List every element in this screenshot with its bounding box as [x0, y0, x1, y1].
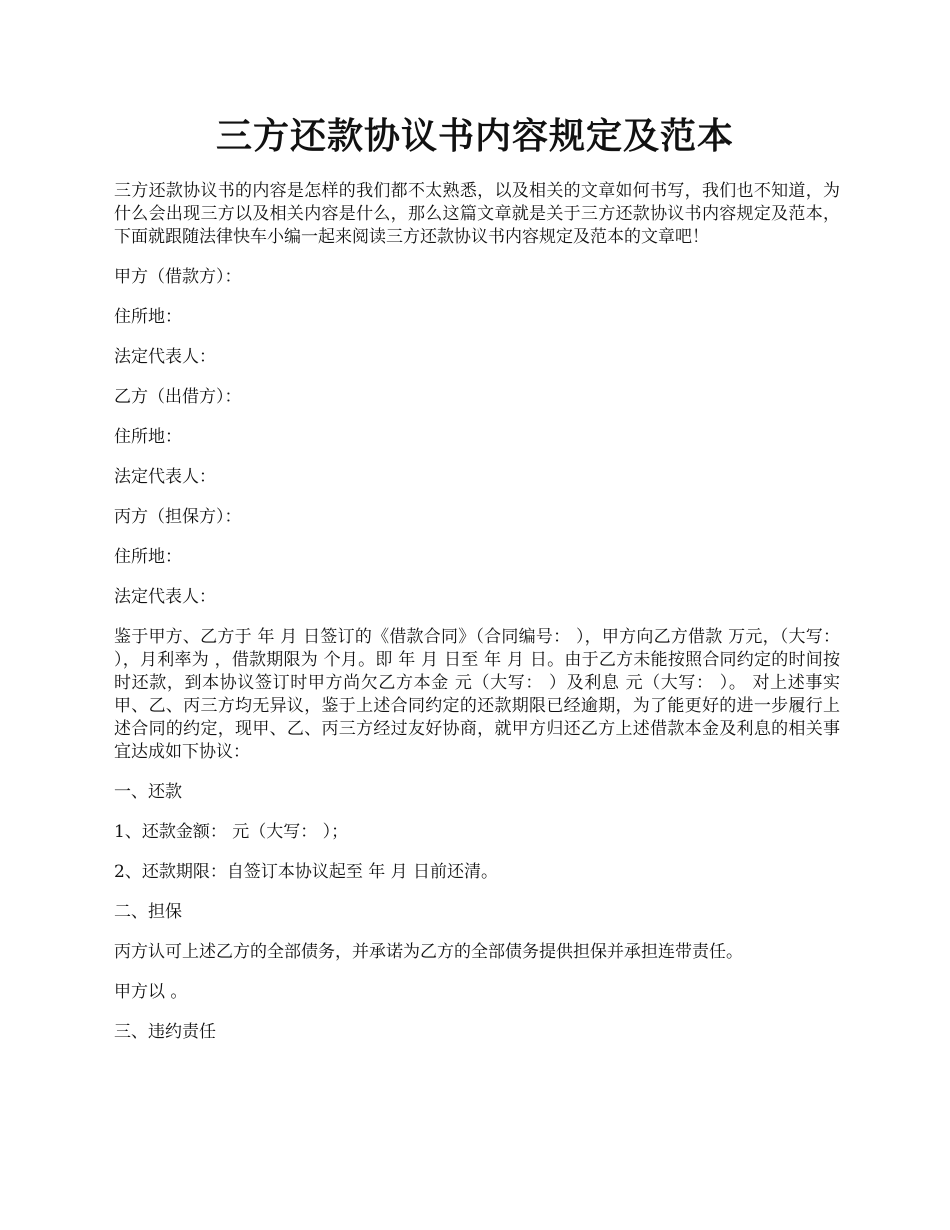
- intro-paragraph: 三方还款协议书的内容是怎样的我们都不太熟悉，以及相关的文章如何书写，我们也不知道，为什么会出现三方以及相关内容是什么，那么这篇文章就是关于三方还款协议书内容规定及范本，下面就跟随法律快车小编一起来阅读三方还款协议书内容规定及范本的文章吧！: [114, 181, 840, 247]
- section-1-item-2: 2、还款期限：自签订本协议起至 年 月 日前还清。: [114, 862, 499, 882]
- section-2-heading: 二、担保: [114, 902, 182, 922]
- party-c-address-label: 住所地：: [114, 547, 182, 567]
- document-body: [114, 180, 840, 1061]
- party-c-representative-label: 法定代表人：: [114, 587, 216, 607]
- section-1-heading: 一、还款: [114, 782, 182, 802]
- party-a-address-label: 住所地：: [114, 307, 182, 327]
- document-title: 三方还款协议书内容规定及范本: [215, 115, 734, 157]
- party-a-label: 甲方（借款方）：: [114, 267, 242, 287]
- section-1-item-1: 1、还款金额： 元（大写： ）；: [114, 822, 349, 842]
- section-2-text: 丙方认可上述乙方的全部债务，并承诺为乙方的全部债务提供担保并承担连带责任。: [114, 942, 743, 962]
- party-c-label: 丙方（担保方）：: [114, 507, 242, 527]
- party-a-representative-label: 法定代表人：: [114, 347, 216, 367]
- party-b-representative-label: 法定代表人：: [114, 467, 216, 487]
- party-b-address-label: 住所地：: [114, 427, 182, 447]
- party-b-label: 乙方（出借方）：: [114, 387, 242, 407]
- whereas-paragraph: 鉴于甲方、乙方于 年 月 日签订的《借款合同》（合同编号： ），甲方向乙方借款 万元，（大写： ），月利率为 ，借款期限为 个月。即 年 月 日至 年 月 日。由于乙方未能按照合同约定的时间按时还款，到本协议签订时甲方尚欠乙方本金 元（大写： ）及利息 元（大写： ）。 对上述事实甲、乙、丙三方均无异议，鉴于上述合同约定的还款期限已经逾期，为了能更好的进一步履行上述合同的约定，现甲、乙、丙三方经过友好协商，就甲方归还乙方上述借款本金及利息的相关事宜达成如下协议：: [114, 627, 840, 762]
- section-3-heading: 三、违约责任: [114, 1022, 216, 1042]
- section-2-text-2: 甲方以 。: [114, 982, 188, 1002]
